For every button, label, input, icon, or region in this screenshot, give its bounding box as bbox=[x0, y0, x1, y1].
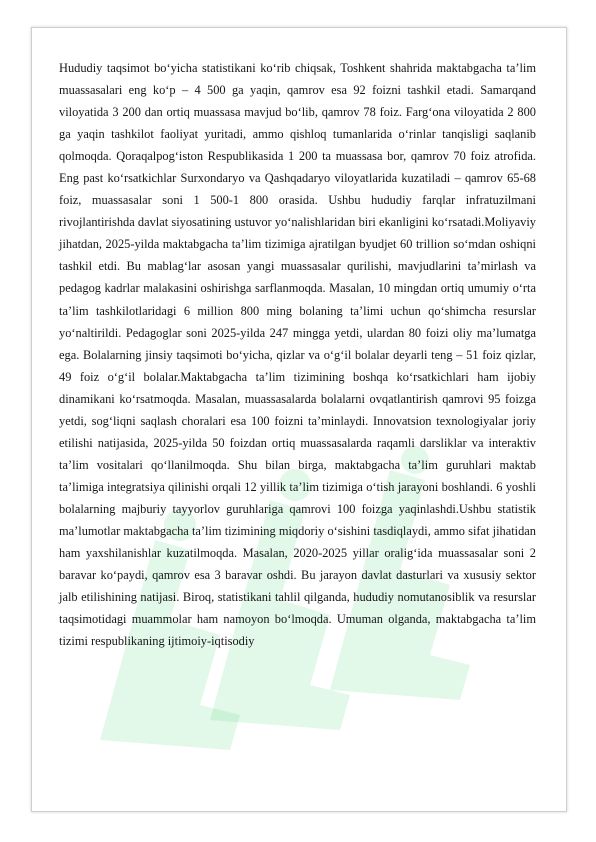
body-paragraph: Hududiy taqsimot bo‘yicha statistikani ko‘rib chiqsak, Toshkent shahrida maktabgacha ta’lim muassasalari eng ko‘p – 4 500 ga yaqin, qamrov esa 92 foizni tashkil etadi. Samarqand viloyatida 3 200 dan ortiq muassasa mavjud bo‘lib, qamrov 78 foiz. Farg‘ona viloyatida 2 800 ga yaqin tashkilot faoliyat yuritadi, ammo qishloq tumanlarida o‘rinlar tanqisligi saqlanib qolmoqda. Qoraqalpog‘iston Respublikasida 1 200 ta muassasa bor, qamrov 70 foiz atrofida. Eng past ko‘rsatkichlar Surxondaryo va Qashqadaryo viloyatlarida kuzatiladi – qamrov 65-68 foiz, muassasalar soni 1 500-1 800 orasida. Ushbu hududiy farqlar infratuzilmani rivojlantirishda davlat siyosatining ustuvor yo‘nalishlaridan biri ekanligini ko‘rsatadi.Moliyaviy jihatdan, 2025-yilda maktabgacha ta’lim tizimiga ajratilgan byudjet 60 trillion so‘mdan oshiqni tashkil etdi. Bu mablag‘lar asosan yangi muassasalar qurilishi, mavjudlarini ta’mirlash va pedagog kadrlar malakasini oshirishga sarflanmoqda. Masalan, 10 mingdan ortiq umumiy o‘rta ta’lim tashkilotlaridagi 6 million 800 ming bolaning ta’limi uchun qo‘shimcha resurslar yo‘naltirildi. Pedagoglar soni 2025-yilda 247 mingga yetdi, ulardan 80 foizi oliy ma’lumatga ega. Bolalarning jinsiy taqsimoti bo‘yicha, qizlar va o‘g‘il bolalar deyarli teng – 51 foiz qizlar, 49 foiz o‘g‘il bolalar.Maktabgacha ta’lim tizimining boshqa ko‘rsatkichlari ham ijobiy dinamikani ko‘rsatmoqda. Masalan, muassasalarda bolalarni ovqatlantirish qamrovi 95 foizga yetdi, sog‘liqni saqlash choralari esa 100 foizni ta’minlaydi. Innovatsion texnologiyalar joriy etilishi natijasida, 2025-yilda 50 foizdan ortiq muassasalarda raqamli darsliklar va interaktiv ta’lim vositalari qo‘llanilmoqda. Shu bilan birga, maktabgacha ta’lim guruhlari maktab ta’limiga integratsiya qilinishi orqali 12 yillik ta’lim tizimiga o‘tish jarayoni boshlandi. 6 yoshli bolalarning majburiy tayyorlov guruhlariga qamrovi 100 foizga yaqinlashdi.Ushbu statistik ma’lumotlar maktabgacha ta’lim tizimining miqdoriy o‘sishini tasdiqlaydi, ammo sifat jihatidan ham yaxshilanishlar kuzatilmoqda. Masalan, 2020-2025 yillar oralig‘ida muassasalar soni 2 baravar ko‘paydi, qamrov esa 3 baravar oshdi. Bu jarayon davlat dasturlari va xususiy sektor jalb etilishining natijasi. Biroq, statistikani tahlil qilganda, hududiy nomutanosiblik va resurslar taqsimotidagi muammolar ham namoyon bo‘lmoqda. Umuman olganda, maktabgacha ta’lim tizimi respublikaning ijtimoiy-iqtisodiy bbox=[59, 61, 536, 649]
